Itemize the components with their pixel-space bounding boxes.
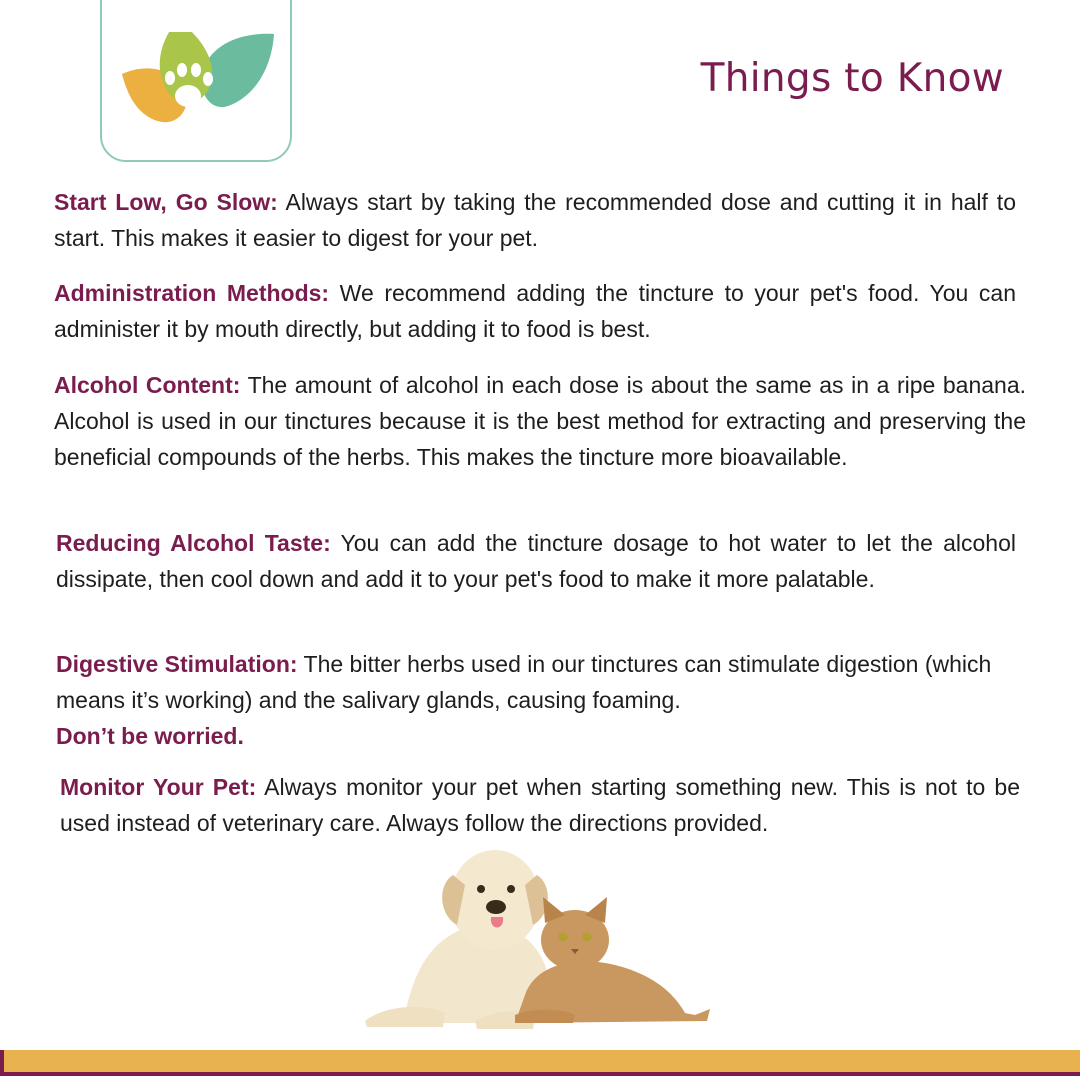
dog-and-cat-image bbox=[365, 845, 715, 1035]
section-reducing-taste bbox=[56, 525, 1016, 597]
logo bbox=[100, 0, 292, 162]
section-label: Digestive Stimulation: bbox=[56, 651, 298, 677]
section-text: We recommend adding the tincture to your pet's food. You can administer it by mouth directly, but adding it to food is best. bbox=[54, 280, 1016, 342]
section-digestive bbox=[56, 646, 1018, 754]
section-alcohol-content bbox=[54, 367, 1026, 475]
section-label: Reducing Alcohol Taste: bbox=[56, 530, 331, 556]
section-text: You can add the tincture dosage to hot water to let the alcohol dissipate, then cool down and add it to your pet's food to make it more palatable. bbox=[56, 530, 1016, 592]
section-administration bbox=[54, 275, 1016, 347]
section-label: Alcohol Content: bbox=[54, 372, 241, 398]
section-label: Start Low, Go Slow: bbox=[54, 189, 278, 215]
section-text: Always start by taking the recommended dose and cutting it in half to start. This makes it easier to digest for your pet. bbox=[54, 189, 1016, 251]
section-label: Monitor Your Pet: bbox=[60, 774, 257, 800]
section-label: Administration Methods: bbox=[54, 280, 330, 306]
bottom-bar bbox=[0, 1050, 1080, 1076]
section-text: The amount of alcohol in each dose is about the same as in a ripe banana. Alcohol is used in our tinctures because it is the best method for extracting and preserving the beneficial compounds of the herbs. This makes the tincture more bioavailable. bbox=[54, 372, 1027, 470]
page-title: Things to Know bbox=[700, 56, 1004, 101]
warning-note: Don’t be worried. bbox=[56, 723, 244, 749]
section-text: The bitter herbs used in our tinctures can stimulate digestion (which means it’s working) and the salivary glands, causing foaming. bbox=[56, 651, 992, 713]
section-start-low bbox=[54, 184, 1016, 256]
section-monitor bbox=[60, 769, 1020, 841]
section-text: Always monitor your pet when starting something new. This is not to be used instead of veterinary care. Always follow the directions provided. bbox=[60, 774, 1020, 836]
leaf-paw-logo-icon bbox=[118, 32, 278, 132]
